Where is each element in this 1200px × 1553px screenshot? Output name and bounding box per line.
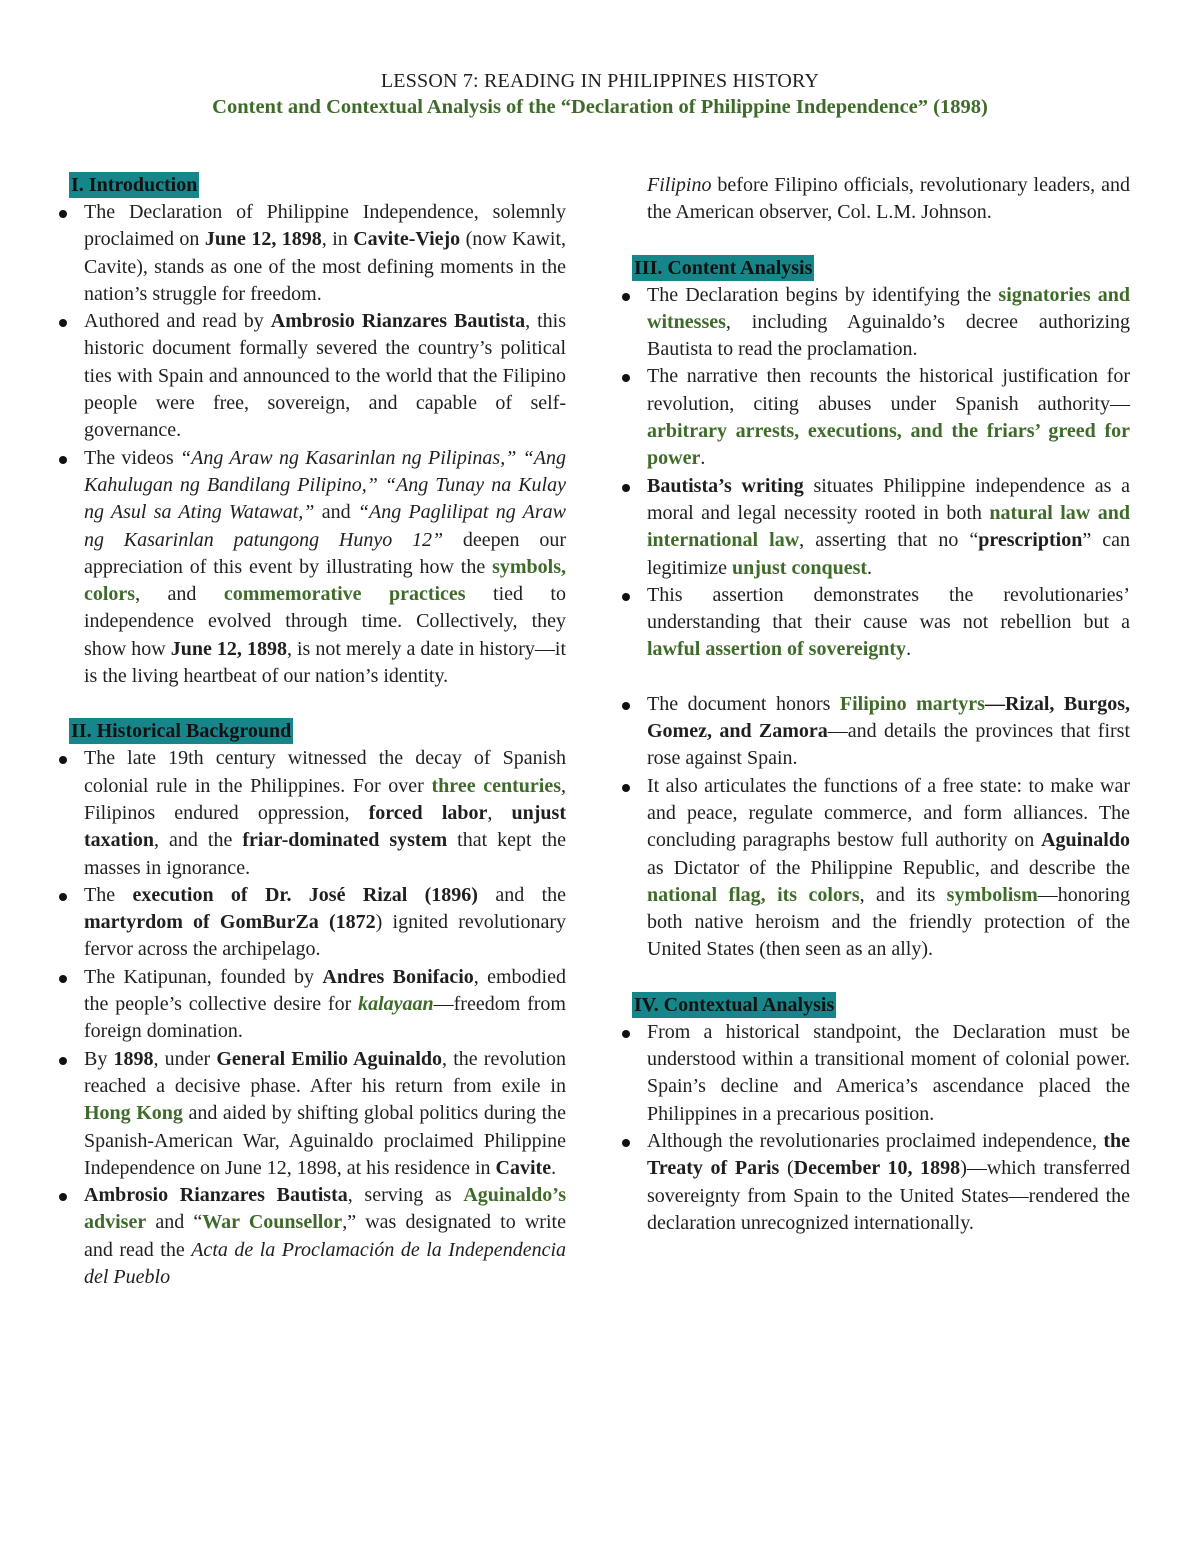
- list-item: From a historical standpoint, the Declaration must be understood within a transitional moment of colonial power. Spain’s decline and America’s ascendance placed the Philippines in a precarious position.: [618, 1019, 1130, 1128]
- list-item: Although the revolutionaries proclaimed independence, the Treaty of Paris (December 10, 1898)—which transferred sovereignty from Spain to the United States—rendered the declaration unrecognized internationally.: [618, 1128, 1130, 1237]
- list-item: This assertion demonstrates the revolutionaries’ understanding that their cause was not rebellion but a lawful assertion of sovereignty.: [618, 582, 1130, 664]
- list-item: Bautista’s writing situates Philippine independence as a moral and legal necessity rooted in both natural law and international law, asserting that no “prescription” can legitimize unjust conquest.: [618, 473, 1130, 582]
- contextual-analysis-list: [618, 1019, 1130, 1237]
- acta-title-part1: Acta de la Proclamación de la Independencia del Pueblo: [84, 1238, 566, 1288]
- list-item: Authored and read by Ambrosio Rianzares Bautista, this historic document formally severed the country’s political ties with Spain and announced to the world that the Filipino people were free, sovereign, and capable of self-governance.: [55, 308, 566, 444]
- historical-background-list: [55, 745, 566, 1291]
- list-item-continuation: Filipino before Filipino officials, revolutionary leaders, and the American observer, Col. L.M. Johnson.: [647, 174, 1130, 224]
- section-heading-historical-background: II. Historical Background: [71, 720, 292, 743]
- list-item: The document honors Filipino martyrs—Rizal, Burgos, Gomez, and Zamora—and details the provinces that first rose against Spain.: [618, 691, 1130, 773]
- document-subtitle: Content and Contextual Analysis of the “Declaration of Philippine Independence” (1898): [212, 96, 988, 118]
- section-heading-contextual-analysis: IV. Contextual Analysis: [634, 993, 835, 1016]
- lesson-title: LESSON 7: READING IN PHILIPPINES HISTORY: [380, 70, 820, 92]
- list-item: It also articulates the functions of a free state: to make war and peace, regulate commerce, and form alliances. The concluding paragraphs bestow full authority on Aguinaldo as Dictator of the Philippine Republic, and describe the national flag, its colors, and its symbolism—honoring both native heroism and the friendly protection of the United States (then seen as an ally).: [618, 773, 1130, 964]
- left-column: [55, 172, 566, 1291]
- section-heading-content-analysis: III. Content Analysis: [634, 256, 813, 279]
- right-column: [618, 172, 1130, 1237]
- list-item: The Declaration of Philippine Independence, solemnly proclaimed on June 12, 1898, in Cavite-Viejo (now Kawit, Cavite), stands as one of the most defining moments in the nation’s struggle for freedom.: [55, 199, 566, 308]
- list-item: The videos “Ang Araw ng Kasarinlan ng Pilipinas,” “Ang Kahulugan ng Bandilang Pilipino,” “Ang Tunay na Kulay ng Asul sa Ating Watawat,” and “Ang Paglilipat ng Araw ng Kasarinlan patungong Hunyo 12” deepen our appreciation of this event by illustrating how the symbols, colors, and commemorative practices tied to independence evolved through time. Collectively, they show how June 12, 1898, is not merely a date in history—it is the living heartbeat of our nation’s identity.: [55, 445, 566, 691]
- introduction-list: [55, 199, 566, 690]
- list-item: The Katipunan, founded by Andres Bonifacio, embodied the people’s collective desire for kalayaan—freedom from foreign domination.: [55, 964, 566, 1046]
- content-analysis-list: [618, 282, 1130, 664]
- list-item: The Declaration begins by identifying the signatories and witnesses, including Aguinaldo’s decree authorizing Bautista to read the proclamation.: [618, 282, 1130, 364]
- list-item: By 1898, under General Emilio Aguinaldo, the revolution reached a decisive phase. After his return from exile in Hong Kong and aided by shifting global politics during the Spanish-American War, Aguinaldo proclaimed Philippine Independence on June 12, 1898, at his residence in Cavite.: [55, 1046, 566, 1182]
- list-item: Ambrosio Rianzares Bautista, serving as Aguinaldo’s adviser and “War Counsellor,” was designated to write and read the Acta de la Proclamación de la Independencia del Pueblo: [55, 1182, 566, 1291]
- list-item: The late 19th century witnessed the decay of Spanish colonial rule in the Philippines. For over three centuries, Filipinos endured oppression, forced labor, unjust taxation, and the friar-dominated system that kept the masses in ignorance.: [55, 745, 566, 881]
- content-analysis-list-continued: [618, 691, 1130, 964]
- list-item: The execution of Dr. José Rizal (1896) and the martyrdom of GomBurZa (1872) ignited revolutionary fervor across the archipelago.: [55, 882, 566, 964]
- section-heading-introduction: I. Introduction: [71, 174, 198, 196]
- acta-title-part2: Filipino: [647, 174, 712, 196]
- list-item: The narrative then recounts the historical justification for revolution, citing abuses under Spanish authority—arbitrary arrests, executions, and the friars’ greed for power.: [618, 363, 1130, 472]
